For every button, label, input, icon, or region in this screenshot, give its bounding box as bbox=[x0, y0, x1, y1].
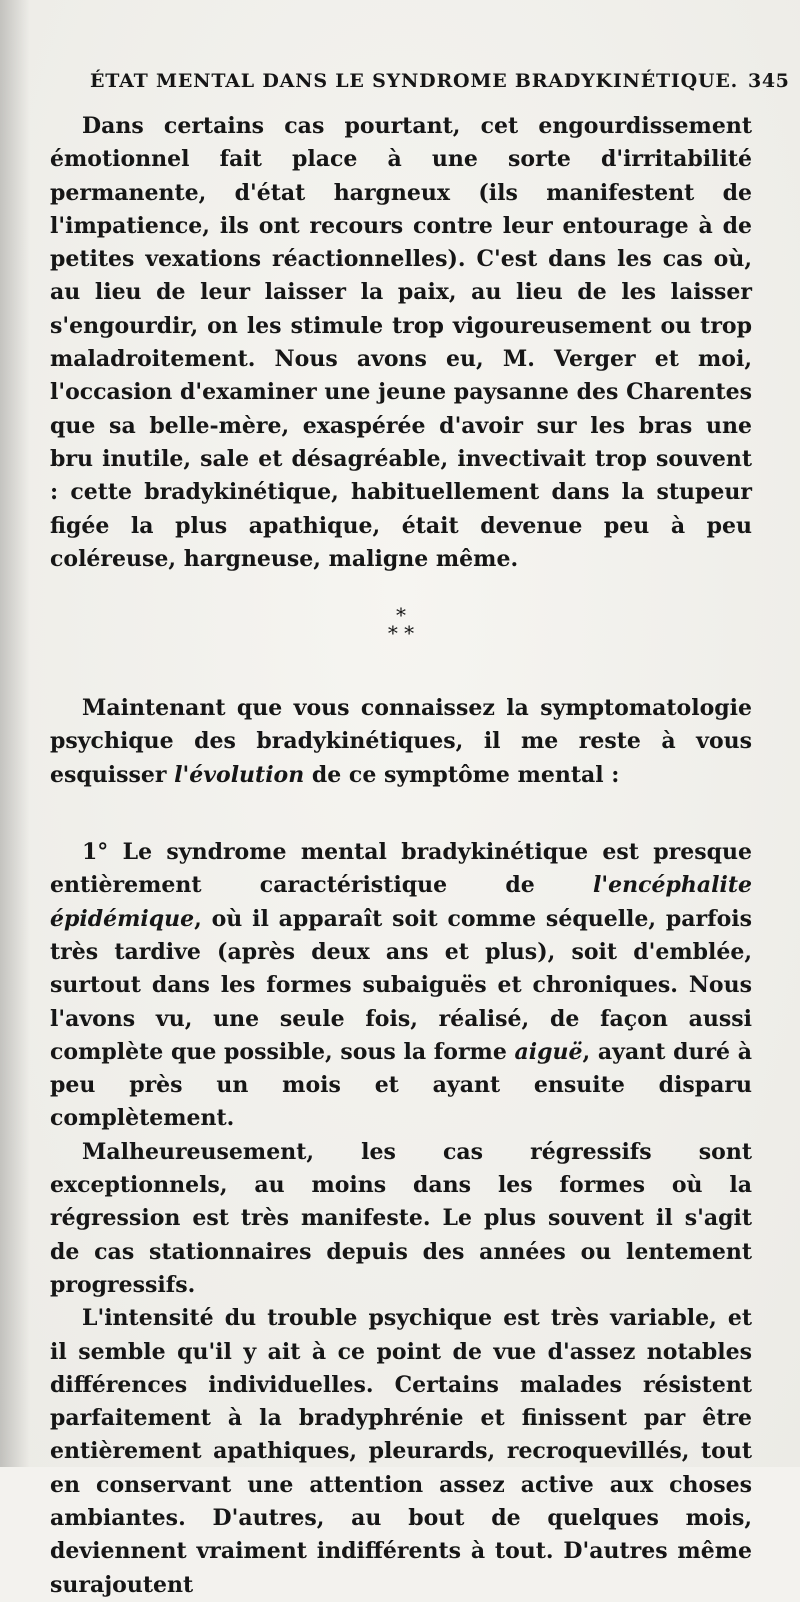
paragraph-point-1 bbox=[50, 836, 752, 1136]
asterism-bottom: * * bbox=[387, 621, 415, 646]
paragraph-irritability: Dans certains cas pourtant, cet engourdissement émotionnel fait place à une sorte d'irritabilité permanente, d'état hargneux (ils manifestent de l'impatience, ils ont recours contre leur entourage à de petites vexations réactionnelles). C'est dans les cas où, au lieu de leur laisser la paix, au lieu de les laisser s'engourdir, on les stimule trop vigoureusement ou trop maladroitement. Nous avons eu, M. Verger et moi, l'occasion d'examiner une jeune paysanne des Charentes que sa belle-mère, exaspérée d'avoir sur les bras une bru inutile, sale et désagréable, invectivait trop souvent : cette bradykinétique, habituellement dans la stupeur figée la plus apathique, était devenue peu à peu coléreuse, hargneuse, maligne même. bbox=[50, 113, 752, 572]
paragraph-evolution-intro bbox=[50, 692, 752, 792]
text-run: , où il apparaît soit comme séquelle, parfois très tardive (après deux ans et plus), soit d'emblée, surtout dans les formes subaiguës et chroniques. Nous l'avons vu, une seule fois, réalisé, de façon aussi complète que possible, sous la forme bbox=[50, 905, 752, 1065]
italic-encephalite: l'encéphalite épidémique bbox=[50, 872, 752, 932]
running-title: ÉTAT MENTAL DANS LE SYNDROME BRADYKINÉTIQUE. bbox=[90, 70, 739, 92]
asterism-separator bbox=[50, 603, 752, 664]
paragraph-regression: Malheureusement, les cas régressifs sont exceptionnels, au moins dans les formes où la régression est très manifeste. Le plus souvent il s'agit de cas stationnaires depuis des années ou lentement progressifs. bbox=[50, 1138, 752, 1298]
page-number: 345 bbox=[748, 70, 790, 92]
italic-evolution: l'évolution bbox=[174, 761, 305, 788]
text-run: 1° Le syndrome mental bradykinétique est presque entièrement caractéristique de bbox=[50, 839, 752, 899]
running-header bbox=[90, 70, 790, 92]
text-run: , ayant duré à peu près un mois et ayant ensuite disparu complètement. bbox=[50, 1038, 752, 1132]
asterism-top: * bbox=[396, 603, 406, 628]
text-run: Maintenant que vous connaissez la symptomatologie psychique des bradykinétiques, il me reste à vous esquisser bbox=[50, 695, 752, 788]
text-run: de ce symptôme mental : bbox=[304, 761, 620, 788]
paragraph-intensity: L'intensité du trouble psychique est très variable, et il semble qu'il y ait à ce point de vue d'assez notables différences individuelles. Certains malades résistent parfaitement à la bradyphrénie et finissent par être entièrement apathiques, pleurards, recroquevillés, tout en conservant une attention assez active aux choses ambiantes. D'autres, au bout de quelques mois, deviennent vraiment indifférents à tout. D'autres même surajoutent bbox=[50, 1305, 752, 1598]
italic-aigue: aiguë bbox=[514, 1038, 583, 1065]
